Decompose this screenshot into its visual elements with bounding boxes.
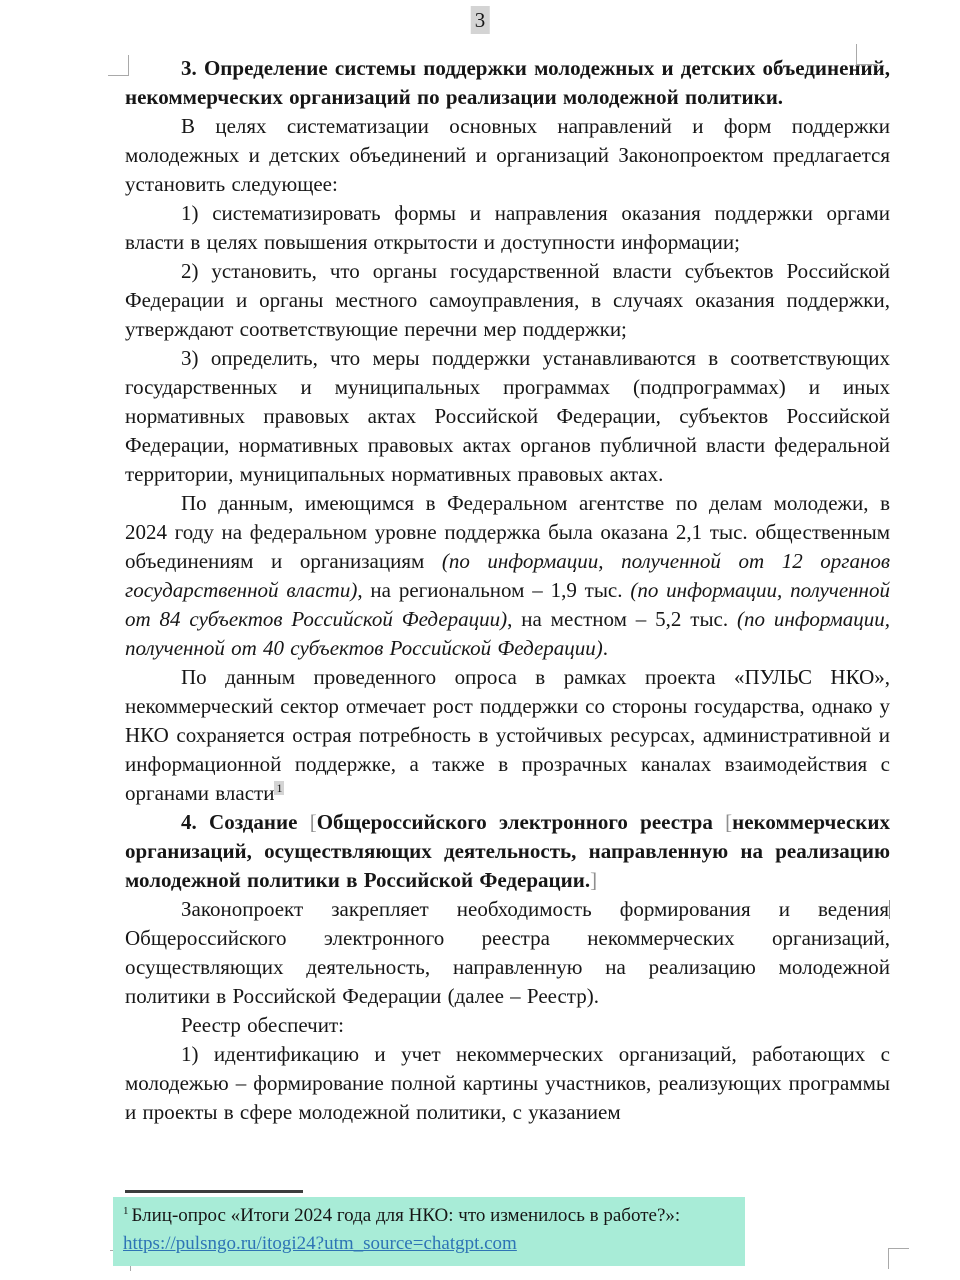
text-run: 4. Создание <box>181 810 310 834</box>
text-run: Общероссийского электронного реестра <box>316 810 726 834</box>
text-run: . <box>602 636 609 660</box>
text-run: По данным, имеющимся в Федеральном агентстве по делам молодежи, в 2024 году на федеральном уровне поддержка была оказана 2,1 тыс. общественным объединениям и организациям <box>125 491 890 573</box>
footnote-block <box>113 1197 745 1266</box>
text-run: 1) систематизировать формы и направления оказания поддержки оргами власти в целях повышения открытости и доступности информации; <box>125 201 890 254</box>
page-number-field: 3 <box>471 6 490 34</box>
text-boundary-mark-bottom-right <box>888 1248 909 1269</box>
text-run: Реестр обеспечит: <box>181 1013 344 1037</box>
body-paragraph <box>125 1011 890 1040</box>
text-run: , на региональном – 1,9 тыс. <box>357 578 631 602</box>
text-run: По данным проведенного опроса в рамках проекта «ПУЛЬС НКО», некоммерческий сектор отмечает рост поддержки со стороны государства, однако у НКО сохраняется острая потребность в устойчивых ресурсах, административной и информационной поддержке, а также в прозрачных каналах взаимодействия с органами власти <box>125 665 890 805</box>
text-run: В целях систематизации основных направлений и форм поддержки молодежных и детских объединений и организаций Законопроектом предлагается установить следующее: <box>125 114 890 196</box>
footnote-separator <box>125 1190 303 1193</box>
text-run: (по информации, полученной от 12 органов государственной власти) <box>125 549 890 602</box>
text-run <box>889 900 890 919</box>
text-run: Общероссийского электронного реестра некоммерческих организаций, осуществляющих деятельность, направленную на реализацию молодежной политики в Российской Федерации (далее – Реестр). <box>125 926 890 1008</box>
body-paragraph <box>125 112 890 199</box>
heading-paragraph <box>125 808 890 895</box>
text-run: 3. Определение системы поддержки молодежных и детских объединений, некоммерческих организаций по реализации молодежной политики. <box>125 56 890 109</box>
body-paragraph <box>125 1040 890 1127</box>
text-run: , на местном – 5,2 тыс. <box>507 607 737 631</box>
body-paragraph <box>125 257 890 344</box>
text-run: (по информации, полученной от 40 субъектов Российской Федерации) <box>125 607 890 660</box>
text-run: [ <box>725 810 733 834</box>
footnote-marker: 1 <box>123 1204 129 1217</box>
text-run: 2) установить, что органы государственной власти субъектов Российской Федерации и органы местного самоуправления, в случаях оказания поддержки, утверждают соответствующие перечни мер поддержки; <box>125 259 890 341</box>
text-run: 3) определить, что меры поддержки устанавливаются в соответствующих государственных и муниципальных программах (подпрограммах) и иных нормативных правовых актах Российской Федерации, субъектов Российской Федерации, нормативных правовых актах органов публичной власти федеральной территории, муниципальных нормативных правовых актах. <box>125 346 890 486</box>
body-paragraph <box>125 344 890 489</box>
body-paragraph <box>125 199 890 257</box>
footnote-hyperlink[interactable]: https://pulsngo.ru/itogi24?utm_source=chatgpt.com <box>123 1233 517 1254</box>
heading-paragraph <box>125 54 890 112</box>
footnote-text-line <box>123 1202 735 1230</box>
body-paragraph <box>125 489 890 663</box>
text-run: 1) идентификацию и учет некоммерческих организаций, работающих с молодежью – формирование полной картины участников, реализующих программы и проекты в сфере молодежной политики, с указанием <box>125 1042 890 1124</box>
text-run: ] <box>590 868 598 892</box>
footnote-text: Блиц-опрос «Итоги 2024 года для НКО: что изменилось в работе?»: <box>131 1205 681 1226</box>
text-run: [ <box>309 810 317 834</box>
text-run: Законопроект закрепляет необходимость формирования и ведения <box>181 897 889 921</box>
text-run: некоммерческих организаций, осуществляющих деятельность, направленную на реализацию молодежной политики в Российской Федерации. <box>125 810 890 892</box>
footnote-link-line <box>123 1230 735 1258</box>
document-body <box>125 54 890 1127</box>
footnote-reference: 1 <box>276 781 283 795</box>
body-paragraph <box>125 895 890 1011</box>
body-paragraph <box>125 663 890 808</box>
text-run: (по информации, полученной от 84 субъектов Российской Федерации) <box>125 578 890 631</box>
